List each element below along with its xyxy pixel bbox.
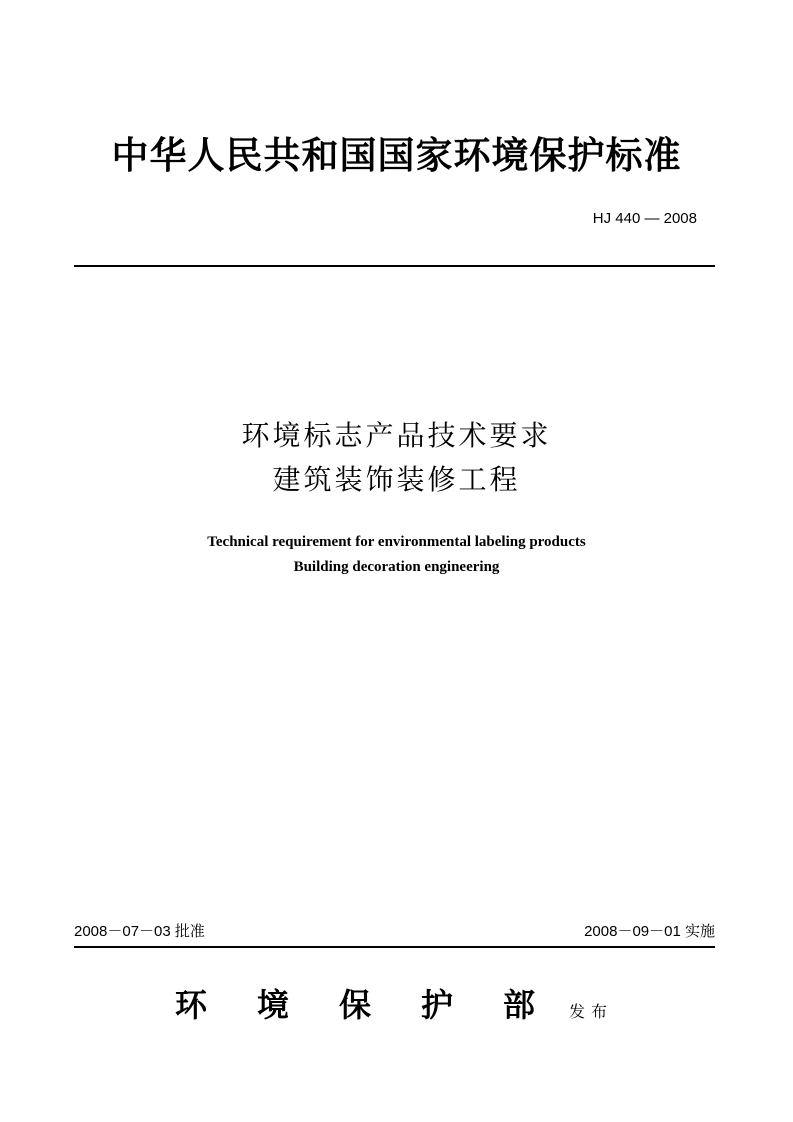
issuing-authority: [175, 983, 535, 1027]
issuer-char: 境: [256, 986, 289, 1024]
standard-series-title: 中华人民共和国国家环境保护标准: [111, 133, 682, 177]
english-title-line-1: Technical requirement for environmental labeling products: [207, 534, 586, 550]
chinese-title-line-2: 建筑装饰装修工程: [272, 463, 521, 496]
issue-label: 发布: [569, 1002, 614, 1021]
effective-date: 2008－09－01 实施: [584, 923, 715, 940]
approval-date: 2008－07－03 批准: [74, 923, 205, 940]
top-divider: [74, 265, 715, 267]
chinese-title-line-1: 环境标志产品技术要求: [241, 419, 552, 452]
bottom-divider: [74, 946, 715, 948]
english-title-line-2: Building decoration engineering: [293, 559, 500, 575]
issuer-char: 保: [338, 986, 371, 1024]
standard-code: HJ 440 — 2008: [592, 210, 697, 227]
issuer-char: 护: [420, 986, 453, 1024]
issuer-char: 环: [175, 986, 208, 1024]
issuer-char: 部: [502, 986, 535, 1024]
